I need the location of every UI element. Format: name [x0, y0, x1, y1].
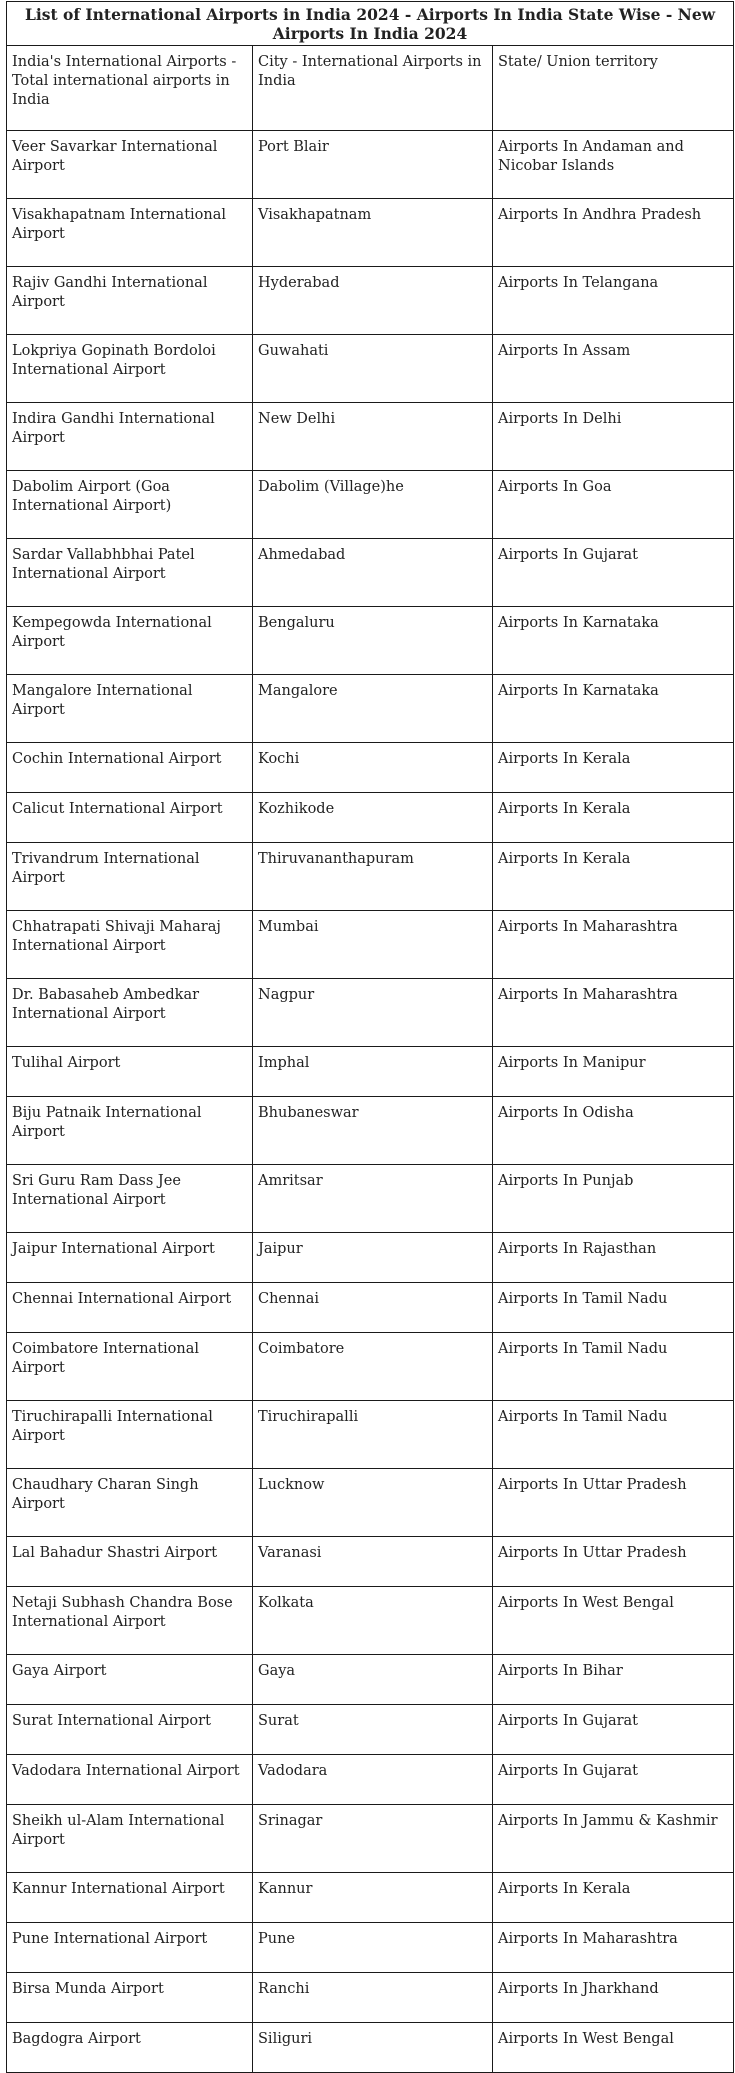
state-cell: Airports In Andhra Pradesh: [493, 199, 734, 267]
state-cell: Airports In Gujarat: [493, 1755, 734, 1805]
table-row: [7, 267, 734, 335]
table-row: [7, 539, 734, 607]
table-row: [7, 1587, 734, 1655]
title-row: [7, 2, 734, 46]
airport-cell: Veer Savarkar International Airport: [7, 131, 253, 199]
table-row: [7, 2023, 734, 2073]
table-row: [7, 1923, 734, 1973]
airport-cell: Dabolim Airport (Goa International Airport): [7, 471, 253, 539]
city-cell: Dabolim (Village)he: [253, 471, 493, 539]
state-cell: Airports In Uttar Pradesh: [493, 1469, 734, 1537]
state-cell: Airports In Tamil Nadu: [493, 1333, 734, 1401]
table-row: [7, 1233, 734, 1283]
city-cell: Chennai: [253, 1283, 493, 1333]
city-cell: Guwahati: [253, 335, 493, 403]
airport-cell: Tulihal Airport: [7, 1047, 253, 1097]
city-cell: Surat: [253, 1705, 493, 1755]
city-cell: Thiruvananthapuram: [253, 843, 493, 911]
state-cell: Airports In Tamil Nadu: [493, 1401, 734, 1469]
airport-cell: Chaudhary Charan Singh Airport: [7, 1469, 253, 1537]
table-row: [7, 843, 734, 911]
city-cell: Nagpur: [253, 979, 493, 1047]
state-cell: Airports In Kerala: [493, 743, 734, 793]
airport-cell: Calicut International Airport: [7, 793, 253, 843]
table-row: [7, 1401, 734, 1469]
table-row: [7, 675, 734, 743]
city-cell: Amritsar: [253, 1165, 493, 1233]
state-cell: Airports In Goa: [493, 471, 734, 539]
table-row: [7, 1047, 734, 1097]
airport-cell: Tiruchirapalli International Airport: [7, 1401, 253, 1469]
table-row: [7, 1165, 734, 1233]
airport-cell: Trivandrum International Airport: [7, 843, 253, 911]
city-cell: Kozhikode: [253, 793, 493, 843]
table-row: [7, 979, 734, 1047]
city-cell: Hyderabad: [253, 267, 493, 335]
city-cell: Pune: [253, 1923, 493, 1973]
state-cell: Airports In Kerala: [493, 843, 734, 911]
state-cell: Airports In Maharashtra: [493, 1923, 734, 1973]
airport-cell: Lal Bahadur Shastri Airport: [7, 1537, 253, 1587]
city-cell: Port Blair: [253, 131, 493, 199]
city-cell: Bhubaneswar: [253, 1097, 493, 1165]
table-row: [7, 1705, 734, 1755]
table-row: [7, 1973, 734, 2023]
table-row: [7, 793, 734, 843]
city-cell: Lucknow: [253, 1469, 493, 1537]
airport-cell: Kannur International Airport: [7, 1873, 253, 1923]
state-cell: Airports In Tamil Nadu: [493, 1283, 734, 1333]
airport-cell: Cochin International Airport: [7, 743, 253, 793]
header-state: State/ Union territory: [493, 46, 734, 131]
table-title: List of International Airports in India 2024 - Airports In India State Wise - New Airports In India 2024: [7, 2, 734, 46]
table-row: [7, 199, 734, 267]
state-cell: Airports In Jharkhand: [493, 1973, 734, 2023]
table-row: [7, 403, 734, 471]
table-row: [7, 1097, 734, 1165]
state-cell: Airports In Maharashtra: [493, 979, 734, 1047]
header-airport: India's International Airports - Total international airports in India: [7, 46, 253, 131]
airport-cell: Kempegowda International Airport: [7, 607, 253, 675]
table-row: [7, 335, 734, 403]
table-row: [7, 1283, 734, 1333]
header-row: [7, 46, 734, 131]
city-cell: Ahmedabad: [253, 539, 493, 607]
state-cell: Airports In West Bengal: [493, 1587, 734, 1655]
state-cell: Airports In Delhi: [493, 403, 734, 471]
table-row: [7, 1333, 734, 1401]
airport-cell: Mangalore International Airport: [7, 675, 253, 743]
table-row: [7, 1755, 734, 1805]
state-cell: Airports In Manipur: [493, 1047, 734, 1097]
city-cell: Visakhapatnam: [253, 199, 493, 267]
state-cell: Airports In Assam: [493, 335, 734, 403]
table-row: [7, 1469, 734, 1537]
airport-cell: Pune International Airport: [7, 1923, 253, 1973]
airport-cell: Dr. Babasaheb Ambedkar International Airport: [7, 979, 253, 1047]
city-cell: Kolkata: [253, 1587, 493, 1655]
state-cell: Airports In Kerala: [493, 793, 734, 843]
table-row: [7, 131, 734, 199]
city-cell: Jaipur: [253, 1233, 493, 1283]
table-row: [7, 1537, 734, 1587]
table-row: [7, 607, 734, 675]
state-cell: Airports In Punjab: [493, 1165, 734, 1233]
header-city: City - International Airports in India: [253, 46, 493, 131]
city-cell: Bengaluru: [253, 607, 493, 675]
table-head: [7, 2, 734, 131]
city-cell: Tiruchirapalli: [253, 1401, 493, 1469]
state-cell: Airports In Andaman and Nicobar Islands: [493, 131, 734, 199]
state-cell: Airports In West Bengal: [493, 2023, 734, 2073]
airport-cell: Biju Patnaik International Airport: [7, 1097, 253, 1165]
city-cell: Siliguri: [253, 2023, 493, 2073]
airport-cell: Sardar Vallabhbhai Patel International Airport: [7, 539, 253, 607]
airport-cell: Chennai International Airport: [7, 1283, 253, 1333]
city-cell: Mangalore: [253, 675, 493, 743]
state-cell: Airports In Bihar: [493, 1655, 734, 1705]
city-cell: Kochi: [253, 743, 493, 793]
city-cell: Coimbatore: [253, 1333, 493, 1401]
city-cell: Mumbai: [253, 911, 493, 979]
state-cell: Airports In Maharashtra: [493, 911, 734, 979]
airport-cell: Lokpriya Gopinath Bordoloi International Airport: [7, 335, 253, 403]
airport-cell: Birsa Munda Airport: [7, 1973, 253, 2023]
airports-table-container: [6, 1, 733, 2073]
state-cell: Airports In Rajasthan: [493, 1233, 734, 1283]
airport-cell: Sheikh ul-Alam International Airport: [7, 1805, 253, 1873]
state-cell: Airports In Odisha: [493, 1097, 734, 1165]
city-cell: Ranchi: [253, 1973, 493, 2023]
airports-table: [6, 1, 734, 2073]
state-cell: Airports In Gujarat: [493, 539, 734, 607]
table-body: [7, 131, 734, 2073]
state-cell: Airports In Gujarat: [493, 1705, 734, 1755]
state-cell: Airports In Jammu & Kashmir: [493, 1805, 734, 1873]
table-row: [7, 1873, 734, 1923]
city-cell: Srinagar: [253, 1805, 493, 1873]
airport-cell: Coimbatore International Airport: [7, 1333, 253, 1401]
city-cell: Varanasi: [253, 1537, 493, 1587]
airport-cell: Gaya Airport: [7, 1655, 253, 1705]
airport-cell: Bagdogra Airport: [7, 2023, 253, 2073]
airport-cell: Surat International Airport: [7, 1705, 253, 1755]
airport-cell: Jaipur International Airport: [7, 1233, 253, 1283]
city-cell: Imphal: [253, 1047, 493, 1097]
airport-cell: Indira Gandhi International Airport: [7, 403, 253, 471]
table-row: [7, 471, 734, 539]
table-row: [7, 1805, 734, 1873]
table-row: [7, 743, 734, 793]
city-cell: Kannur: [253, 1873, 493, 1923]
airport-cell: Visakhapatnam International Airport: [7, 199, 253, 267]
state-cell: Airports In Telangana: [493, 267, 734, 335]
state-cell: Airports In Karnataka: [493, 607, 734, 675]
airport-cell: Vadodara International Airport: [7, 1755, 253, 1805]
city-cell: Gaya: [253, 1655, 493, 1705]
city-cell: Vadodara: [253, 1755, 493, 1805]
city-cell: New Delhi: [253, 403, 493, 471]
state-cell: Airports In Kerala: [493, 1873, 734, 1923]
table-row: [7, 911, 734, 979]
state-cell: Airports In Uttar Pradesh: [493, 1537, 734, 1587]
state-cell: Airports In Karnataka: [493, 675, 734, 743]
airport-cell: Sri Guru Ram Dass Jee International Airport: [7, 1165, 253, 1233]
airport-cell: Chhatrapati Shivaji Maharaj International Airport: [7, 911, 253, 979]
airport-cell: Rajiv Gandhi International Airport: [7, 267, 253, 335]
airport-cell: Netaji Subhash Chandra Bose International Airport: [7, 1587, 253, 1655]
table-row: [7, 1655, 734, 1705]
